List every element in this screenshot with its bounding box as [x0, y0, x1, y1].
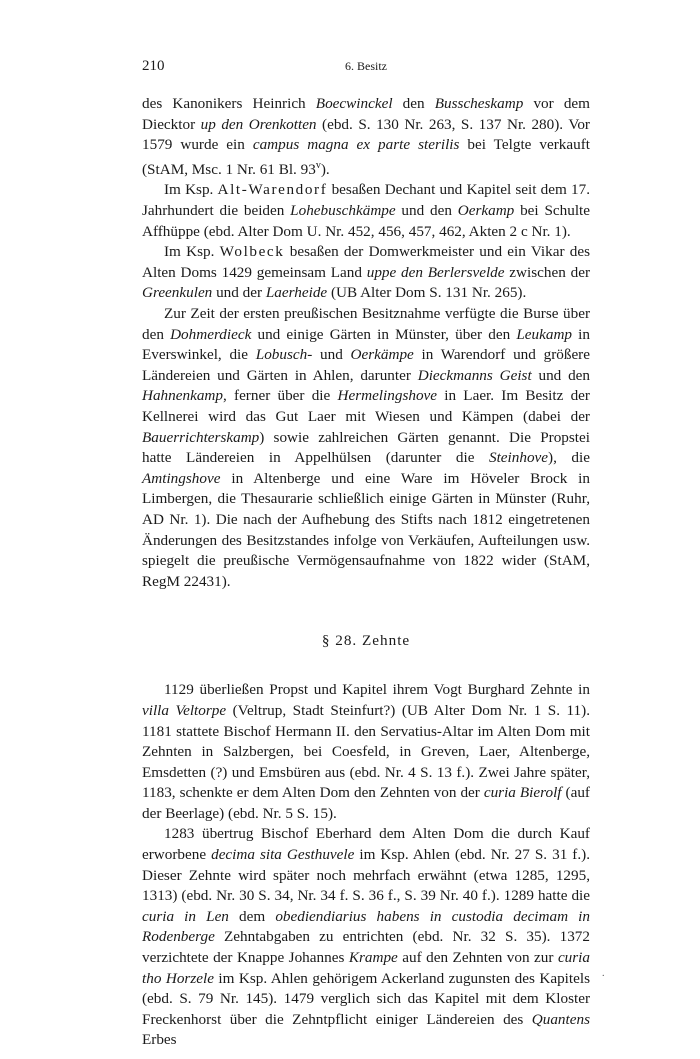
paragraph-4: Zur Zeit der ersten preußischen Besitznahme verfügte die Burse über den Dohmerdieck und einige Gärten in Münster, über den Leukamp in Everswinkel, die Lobusch- und Oerkämpe in Warendorf und größere Ländereien und Gärten in Ahlen, darunter Dieckmanns Geist und den Hahnenkamp, ferner über die Hermelingshove in Laer. Im Besitz der Kellnerei wird das Gut Laer mit Wiesen und Kämpen (dabei der Bauerrichterskamp) sowie zahlreichen Gärten genannt. Die Propstei hatte Ländereien in Appelhülsen (darunter die Steinhove), die Amtingshove in Altenberge und eine Ware im Höveler Brock in Limbergen, die Thesaurarie schließlich einige Gärten in Münster (Ruhr, AD Nr. 1). Die nach der Aufhebung des Stifts nach 1812 eingetretenen Änderungen des Besitzstandes infolge von Verkäufen, Aufteilungen usw. spiegelt die preußische Vermögensaufnahme von 1822 wider (StAM, RegM 22431).: [142, 305, 590, 590]
running-header: [142, 58, 590, 78]
paragraph-2: Im Ksp. Alt-Warendorf besaßen Dechant und Kapitel seit dem 17. Jahrhundert die beiden Lohebuschkämpe und den Oerkamp bei Schulte Affhüppe (ebd. Alter Dom U. Nr. 452, 456, 457, 462, Akten 2 c Nr. 1).: [142, 181, 591, 240]
section-heading: § 28. Zehnte: [321, 632, 411, 650]
page-mark: .: [602, 968, 605, 979]
paragraph-6: 1283 übertrug Bischof Eberhard dem Alten Dom die durch Kauf erworbene decima sita Gesthuvele im Ksp. Ahlen (ebd. Nr. 27 S. 31 f.). Dieser Zehnte wird später noch mehrfach erwähnt (etwa 1285, 1295, 1313) (ebd. Nr. 30 S. 34, Nr. 34 f. S. 36 f., S. 39 Nr. 40 f.). 1289 hatte die curia in Len dem obediendiarius habens in custodia decimam in Rodenberge Zehntabgaben zu entrichten (ebd. Nr. 32 S. 35). 1372 verzichtete der Knappe Johannes Krampe auf den Zehnten von zur curia tho Horzele im Ksp. Ahlen gehörigem Ackerland zugunsten des Kapitels (ebd. S. 79 Nr. 145). 1479 verglich sich das Kapitel mit dem Kloster Freckenhorst über die Zehntpflicht einiger Ländereien des Quantens Erbes: [142, 825, 590, 1049]
section-body-text: [142, 680, 590, 1051]
page: [142, 0, 590, 1051]
paragraph-1: des Kanonikers Heinrich Boecwinckel den Busscheskamp vor dem Diecktor up den Orenkotten (ebd. S. 130 Nr. 263, S. 137 Nr. 280). Vor 1579 wurde ein campus magna ex parte sterilis bei Telgte verkauft (StAM, Msc. 1 Nr. 61 Bl. 93$^v$).: [142, 95, 590, 178]
page-number: 210: [142, 58, 165, 74]
body-text: [142, 94, 590, 592]
running-title: 6. Besitz: [345, 59, 387, 73]
paragraph-3: Im Ksp. Wolbeck besaßen der Domwerkmeister und ein Vikar des Alten Doms 1429 gemeinsam Land uppe den Berlersvelde zwischen der Greenkulen und der Laerheide (UB Alter Dom S. 131 Nr. 265).: [142, 243, 591, 302]
paragraph-5: 1129 überließen Propst und Kapitel ihrem Vogt Burghard Zehnte in villa Veltorpe (Veltrup, Stadt Steinfurt?) (UB Alter Dom Nr. 1 S. 11). 1181 stattete Bischof Hermann II. den Servatius-Altar im Alten Dom mit Zehnten in Salzbergen, bei Coesfeld, in Greven, Laer, Altenberge, Emsdetten (?) und Emsbüren aus (ebd. Nr. 4 S. 13 f.). Zwei Jahre später, 1183, schenkte er dem Alten Dom den Zehnten von der curia Bierolf (auf der Beerlage) (ebd. Nr. 5 S. 15).: [142, 681, 590, 822]
